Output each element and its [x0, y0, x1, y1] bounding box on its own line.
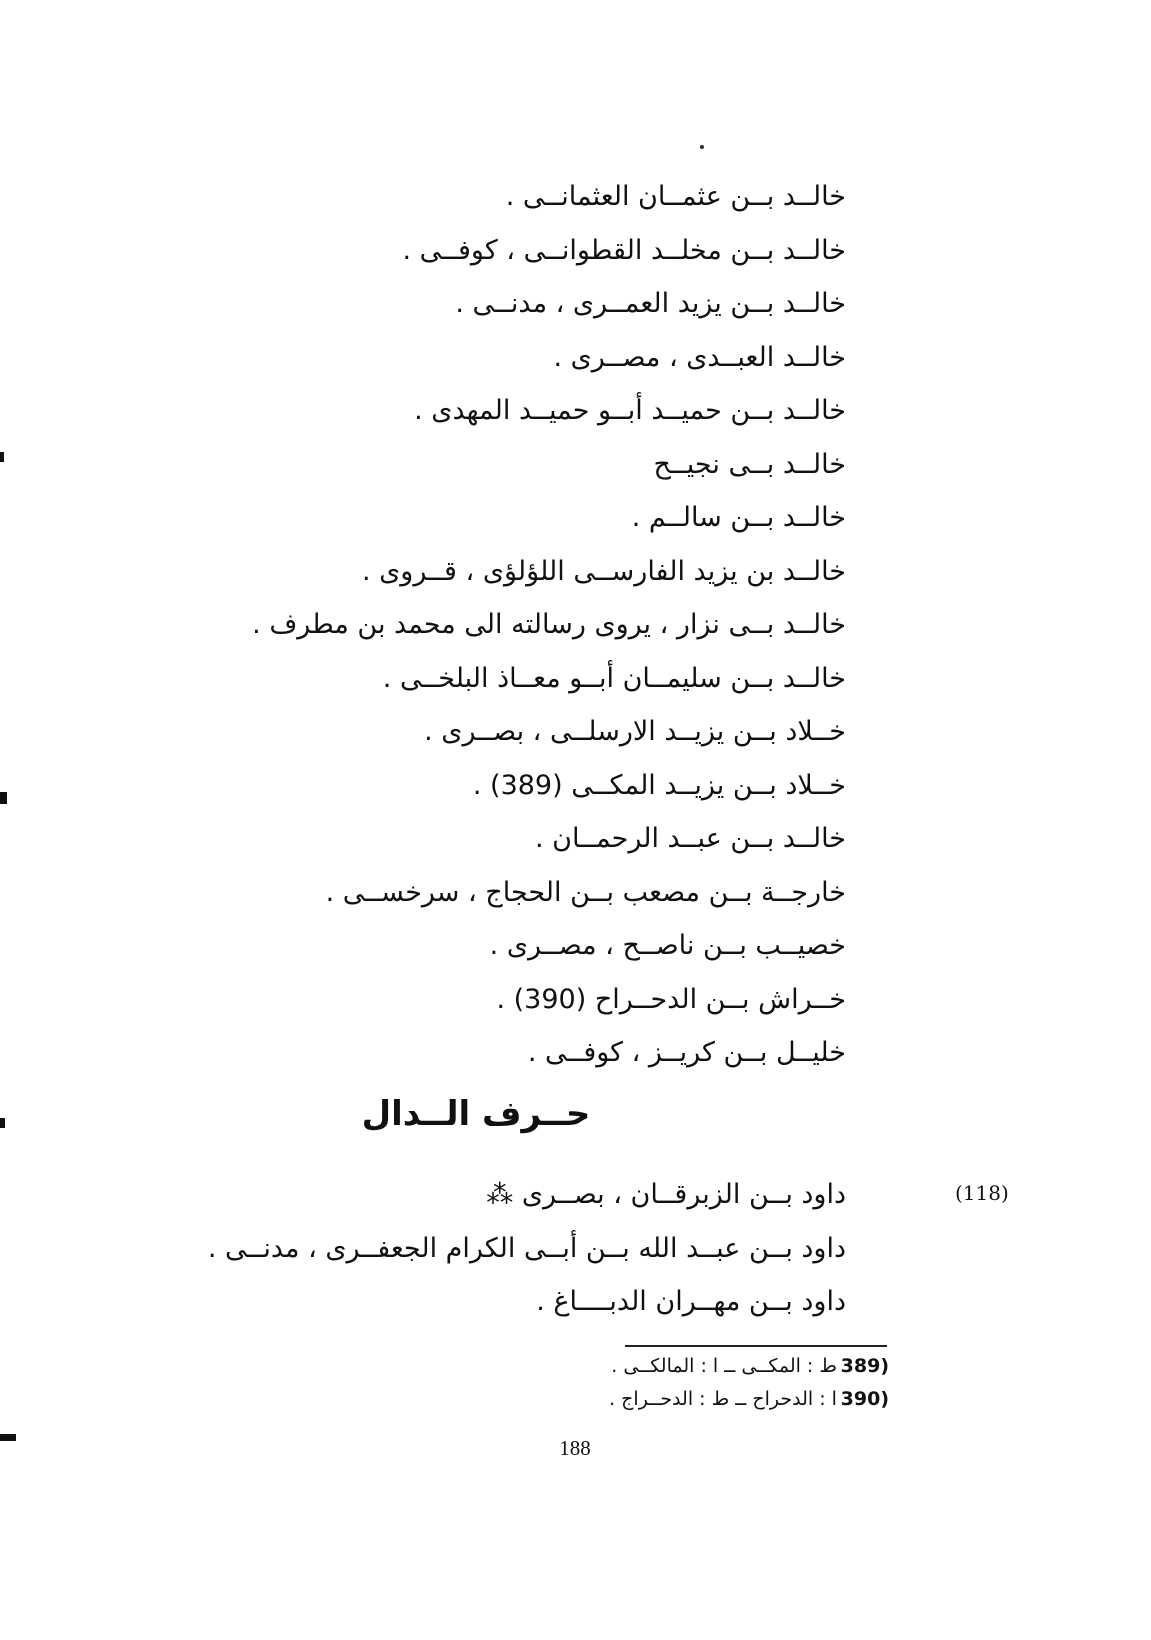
list-item: خالــد بــن سالــم . [631, 502, 846, 533]
list-item: خليــل بــن كريــز ، كوفــى . [527, 1037, 846, 1068]
entry-list [146, 170, 846, 1080]
list-item: خالــد بــن عبــد الرحمــان . [535, 823, 846, 854]
scan-artifact [0, 1434, 16, 1441]
list-item: خالــد بــن عثمــان العثمانــى . [505, 181, 846, 212]
list-item: خارجــة بــن مصعب بــن الحجاج ، سرخســى . [325, 876, 846, 908]
footnotes [389, 1350, 889, 1416]
footnote-text: ط : المكــى ــ ا : المالكــى . [611, 1355, 837, 1377]
list-item: خالــد بــن حميــد أبــو حميــد المهدى . [414, 395, 846, 426]
footnote-number: (390 [840, 1388, 889, 1410]
footnote-divider [625, 1345, 887, 1347]
speck [700, 145, 704, 149]
list-item: داود بــن الزبرقــان ، بصــرى ⁂ [486, 1179, 846, 1210]
footnote-number: (389 [840, 1355, 889, 1377]
list-item: داود بــن مهــران الدبــــاغ . [536, 1286, 846, 1317]
list-item: خصيــب بــن ناصــح ، مصــرى . [489, 930, 846, 961]
list-item: خالــد بــن سليمــان أبــو معــاذ البلخــى . [382, 662, 846, 694]
scan-artifact [0, 452, 4, 462]
list-item: خالــد بــى نجيــح [653, 448, 846, 480]
page-number: 188 [559, 1436, 591, 1460]
footnote [389, 1350, 889, 1383]
list-item: خالــد بــن مخلــد القطوانــى ، كوفــى . [402, 234, 846, 266]
footnote [389, 1383, 889, 1416]
list-item: خــلاد بــن يزيــد الارسلــى ، بصــرى . [424, 716, 846, 747]
list-item: خالــد العبــدى ، مصــرى . [553, 341, 846, 373]
scan-artifact [0, 792, 7, 804]
scan-artifact [0, 1118, 5, 1128]
list-item: خــراش بــن الدحــراح (390) . [496, 983, 846, 1015]
list-item: خالــد بــن يزيد العمــرى ، مدنــى . [455, 288, 846, 319]
list-item: خــلاد بــن يزيــد المكــى (389) . [472, 769, 846, 801]
footnote-text: ا : الدحراح ــ ط : الدحــراج . [609, 1388, 837, 1410]
list-item: داود بــن عبــد الله بــن أبــى الكرام الجعفــرى ، مدنــى . [207, 1232, 846, 1264]
list-item: خالــد بــى نزار ، يروى رسالته الى محمد بن مطرف . [252, 609, 846, 640]
list-item: خالــد بن يزيد الفارســى اللؤلؤى ، قــروى . [362, 555, 846, 587]
entry-number: (118) [955, 1181, 1009, 1205]
section-entry-list [146, 1168, 846, 1329]
section-heading: حــرف الــدال [361, 1094, 591, 1134]
